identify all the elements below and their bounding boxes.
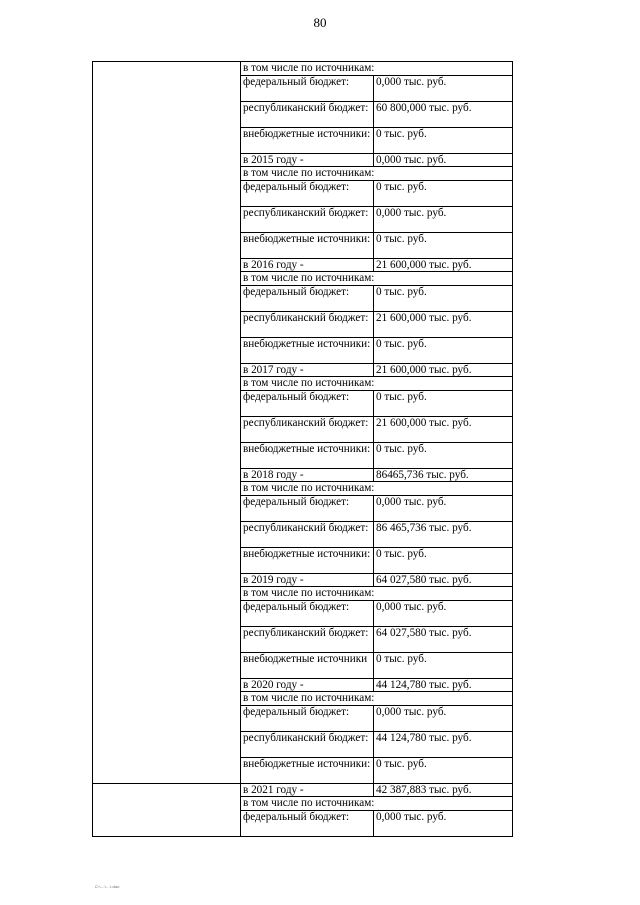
year-amount: 44 124,780 тыс. руб. bbox=[374, 678, 513, 692]
source-amount: 64 027,580 тыс. руб. bbox=[374, 626, 513, 652]
year-label: в 2021 году - bbox=[241, 783, 374, 797]
source-label: внебюджетные источники bbox=[241, 652, 374, 678]
source-amount: 44 124,780 тыс. руб. bbox=[374, 731, 513, 757]
source-amount: 0 тыс. руб. bbox=[374, 285, 513, 311]
source-label: республиканский бюджет: bbox=[241, 731, 374, 757]
year-amount: 86465,736 тыс. руб. bbox=[374, 468, 513, 482]
source-amount: 21 600,000 тыс. руб. bbox=[374, 416, 513, 442]
source-label: федеральный бюджет: bbox=[241, 705, 374, 731]
left-merged-cell bbox=[93, 62, 241, 784]
year-label: в 2016 году - bbox=[241, 258, 374, 272]
source-label: федеральный бюджет: bbox=[241, 600, 374, 626]
sources-header-row bbox=[93, 62, 513, 76]
year-amount: 64 027,580 тыс. руб. bbox=[374, 573, 513, 587]
source-label: федеральный бюджет: bbox=[241, 390, 374, 416]
year-total-row bbox=[93, 783, 513, 797]
source-amount: 0 тыс. руб. bbox=[374, 390, 513, 416]
year-label: в 2019 году - bbox=[241, 573, 374, 587]
source-amount: 0,000 тыс. руб. bbox=[374, 75, 513, 101]
source-amount: 0 тыс. руб. bbox=[374, 652, 513, 678]
source-amount: 0 тыс. руб. bbox=[374, 180, 513, 206]
source-amount: 60 800,000 тыс. руб. bbox=[374, 101, 513, 127]
source-label: республиканский бюджет: bbox=[241, 101, 374, 127]
sources-label: в том числе по источникам: bbox=[241, 797, 513, 811]
source-label: внебюджетные источники: bbox=[241, 337, 374, 363]
source-amount: 0 тыс. руб. bbox=[374, 442, 513, 468]
financing-table-body bbox=[93, 62, 513, 837]
year-amount: 21 600,000 тыс. руб. bbox=[374, 363, 513, 377]
year-label: в 2018 году - bbox=[241, 468, 374, 482]
source-amount: 0,000 тыс. руб. bbox=[374, 705, 513, 731]
year-label: в 2017 году - bbox=[241, 363, 374, 377]
source-amount: 0 тыс. руб. bbox=[374, 337, 513, 363]
sources-label: в том числе по источникам: bbox=[241, 62, 513, 76]
financing-table bbox=[92, 61, 513, 837]
left-merged-cell bbox=[93, 783, 241, 836]
source-label: республиканский бюджет: bbox=[241, 311, 374, 337]
sources-label: в том числе по источникам: bbox=[241, 167, 513, 181]
sources-label: в том числе по источникам: bbox=[241, 482, 513, 496]
sources-label: в том числе по источникам: bbox=[241, 272, 513, 286]
sources-label: в том числе по источникам: bbox=[241, 377, 513, 391]
source-amount: 0 тыс. руб. bbox=[374, 127, 513, 153]
footer-file-stamp: С:\...\...\.doc bbox=[95, 884, 120, 889]
source-amount: 0 тыс. руб. bbox=[374, 757, 513, 783]
source-label: внебюджетные источники: bbox=[241, 442, 374, 468]
source-amount: 0 тыс. руб. bbox=[374, 232, 513, 258]
sources-label: в том числе по источникам: bbox=[241, 692, 513, 706]
source-amount: 0 тыс. руб. bbox=[374, 547, 513, 573]
source-label: республиканский бюджет: bbox=[241, 521, 374, 547]
sources-label: в том числе по источникам: bbox=[241, 587, 513, 601]
page-number: 80 bbox=[313, 15, 327, 30]
source-label: республиканский бюджет: bbox=[241, 416, 374, 442]
source-label: федеральный бюджет: bbox=[241, 810, 374, 836]
source-label: федеральный бюджет: bbox=[241, 75, 374, 101]
source-label: внебюджетные источники: bbox=[241, 232, 374, 258]
year-label: в 2015 году - bbox=[241, 153, 374, 167]
source-label: федеральный бюджет: bbox=[241, 495, 374, 521]
source-amount: 0,000 тыс. руб. bbox=[374, 810, 513, 836]
year-amount: 0,000 тыс. руб. bbox=[374, 153, 513, 167]
source-amount: 86 465,736 тыс. руб. bbox=[374, 521, 513, 547]
source-amount: 21 600,000 тыс. руб. bbox=[374, 311, 513, 337]
source-amount: 0,000 тыс. руб. bbox=[374, 495, 513, 521]
source-amount: 0,000 тыс. руб. bbox=[374, 206, 513, 232]
source-label: внебюджетные источники: bbox=[241, 757, 374, 783]
source-label: республиканский бюджет: bbox=[241, 206, 374, 232]
year-amount: 21 600,000 тыс. руб. bbox=[374, 258, 513, 272]
source-label: федеральный бюджет: bbox=[241, 180, 374, 206]
source-label: федеральный бюджет: bbox=[241, 285, 374, 311]
year-label: в 2020 году - bbox=[241, 678, 374, 692]
year-amount: 42 387,883 тыс. руб. bbox=[374, 783, 513, 797]
source-amount: 0,000 тыс. руб. bbox=[374, 600, 513, 626]
source-label: внебюджетные источники: bbox=[241, 127, 374, 153]
source-label: республиканский бюджет: bbox=[241, 626, 374, 652]
source-label: внебюджетные источники: bbox=[241, 547, 374, 573]
